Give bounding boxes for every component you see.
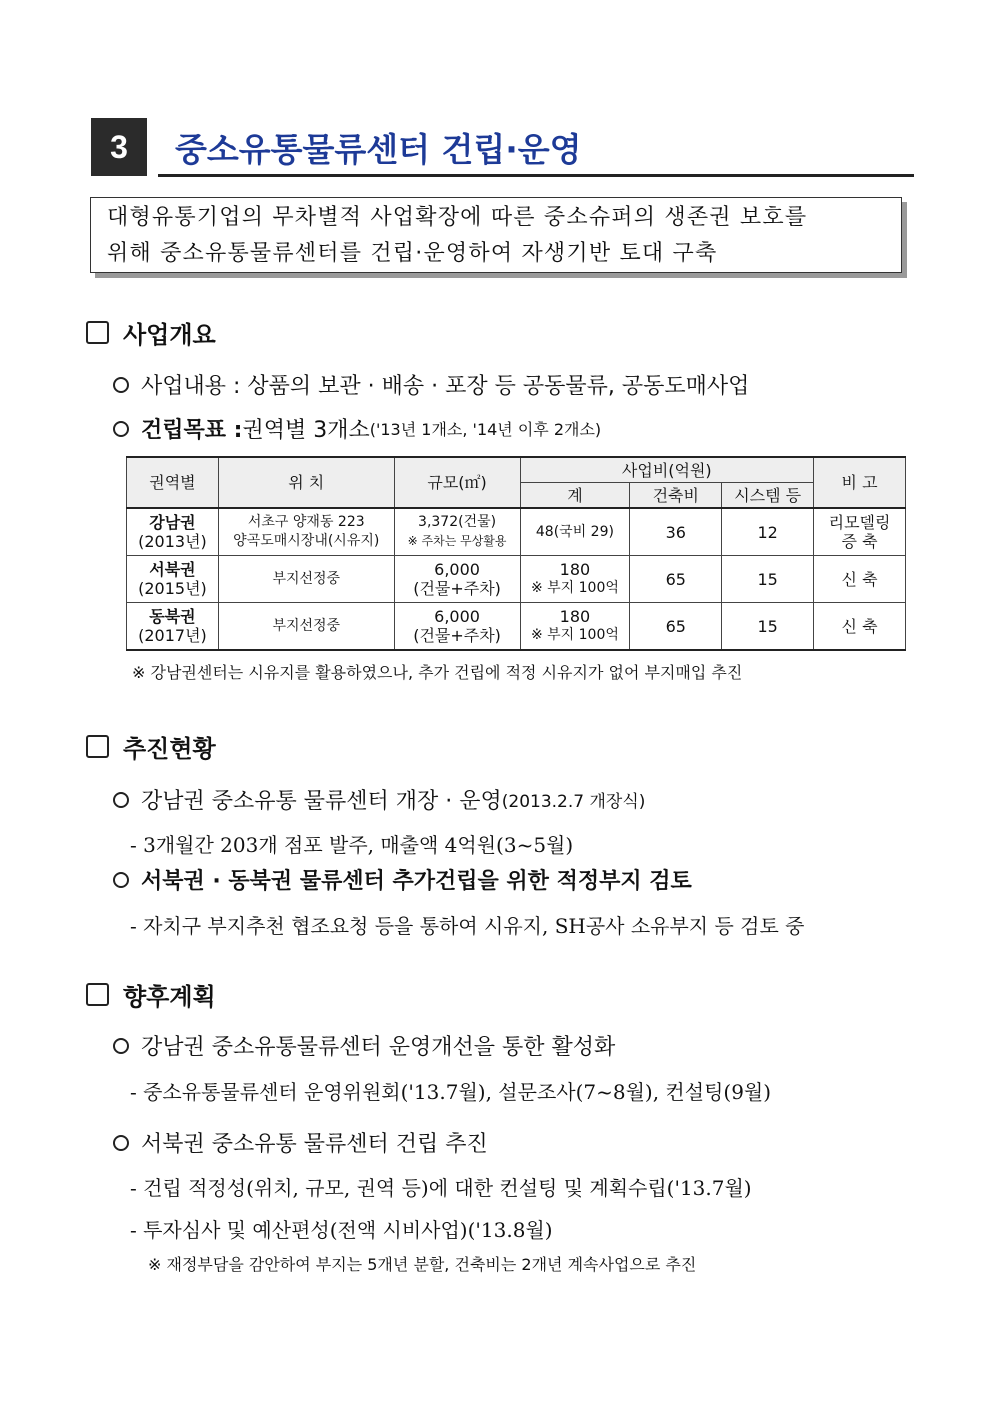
- cell-scale: 6,000: [434, 607, 480, 626]
- table-row: [127, 508, 906, 556]
- cell-total: 48(국비 29): [535, 523, 614, 540]
- header-total: 계: [520, 483, 630, 509]
- cell-total-note: ※ 부지 100억: [530, 580, 619, 596]
- cell-remark-sub: 증 축: [841, 532, 878, 551]
- cell-scale-note: (건물+주차): [413, 579, 501, 598]
- overview-item-target: [113, 413, 601, 444]
- summary-line-1: 대형유통기업의 무차별적 사업확장에 따른 중소슈퍼의 생존권 보호를: [107, 205, 808, 230]
- summary-line-2: 위해 중소유통물류센터를 건립·운영하여 자생기반 토대 구축: [107, 241, 718, 266]
- header-location: 위 치: [218, 457, 394, 508]
- cell-region: 서북권: [149, 560, 196, 579]
- section-overview-label: 사업개요: [123, 321, 216, 349]
- header-scale: 규모(㎡): [394, 457, 520, 508]
- header-remark: 비 고: [814, 457, 906, 508]
- header-region: 권역별: [127, 457, 219, 508]
- cell-region: 동북권: [149, 607, 196, 626]
- title-underline: [158, 174, 914, 177]
- circle-bullet-icon: [113, 377, 129, 393]
- table-row: [127, 603, 906, 651]
- page-title: 중소유통물류센터 건립·운영: [175, 130, 582, 169]
- overview-item-target-text: 권역별 3개소: [242, 418, 370, 443]
- cell-location: 서초구 양재동 223: [247, 514, 365, 530]
- cell-construction: 65: [630, 556, 722, 603]
- cell-region: 강남권: [149, 513, 196, 532]
- cell-total: 180: [559, 607, 591, 626]
- cell-construction: 65: [630, 603, 722, 651]
- circle-bullet-icon: [113, 1038, 129, 1054]
- status-item-gangnam-note: (2013.2.7 개장식): [501, 792, 646, 812]
- plan-item-gangnam: [113, 1030, 615, 1061]
- cell-region-year: (2013년): [138, 532, 207, 551]
- cell-system: 15: [722, 603, 814, 651]
- checkbox-square-icon: [86, 735, 109, 758]
- circle-bullet-icon: [113, 792, 129, 808]
- plan-item-seobuk-sub-1: - 건립 적정성(위치, 규모, 권역 등)에 대한 컨설팅 및 계획수립('13.7월): [130, 1176, 752, 1200]
- plan-footnote: ※ 재정부담을 감안하여 부지는 5개년 분할, 건축비는 2개년 계속사업으로 추진: [148, 1255, 697, 1274]
- cell-total-note: ※ 부지 100억: [530, 627, 619, 643]
- plan-item-gangnam-text: 강남권 중소유통물류센터 운영개선을 통한 활성화: [141, 1035, 616, 1060]
- cell-system: 12: [722, 508, 814, 556]
- cell-remark: 리모델링: [828, 513, 891, 532]
- section-status-label: 추진현황: [123, 735, 216, 763]
- cell-system: 15: [722, 556, 814, 603]
- plan-item-seobuk-sub-2: - 투자심사 및 예산편성(전액 시비사업)('13.8월): [130, 1218, 553, 1242]
- cell-location: 부지선정중: [218, 603, 394, 651]
- section-overview-heading: [86, 315, 216, 350]
- section-plan-label: 향후계획: [123, 983, 216, 1011]
- plan-item-gangnam-sub: - 중소유통물류센터 운영위원회('13.7월), 설문조사(7~8월), 컨설팅(9월): [130, 1080, 772, 1104]
- cell-scale-note: ※ 주차는 무상활용: [407, 534, 507, 548]
- section-plan-heading: [86, 977, 216, 1012]
- summary-box: [90, 197, 902, 273]
- cell-remark: 신 축: [814, 603, 906, 651]
- plan-item-seobuk-text: 서북권 중소유통 물류센터 건립 추진: [141, 1132, 488, 1157]
- cell-location: 부지선정중: [218, 556, 394, 603]
- checkbox-square-icon: [86, 321, 109, 344]
- status-item-additional-text: 서북권 · 동북권 물류센터 추가건립을 위한 적정부지 검토: [141, 869, 692, 894]
- cell-scale: 3,372(건물): [418, 514, 497, 530]
- status-item-additional-sub: - 자치구 부지추천 협조요청 등을 통하여 시유지, SH공사 소유부지 등 검토 중: [130, 914, 805, 938]
- cell-construction: 36: [630, 508, 722, 556]
- overview-item-target-note: ('13년 1개소, '14년 이후 2개소): [369, 420, 602, 439]
- section-number-badge: 3: [91, 118, 147, 176]
- circle-bullet-icon: [113, 872, 129, 888]
- cell-location-detail: 양곡도매시장내(시유지): [233, 533, 380, 549]
- header-system: 시스템 등: [722, 483, 814, 509]
- plan-item-seobuk: [113, 1127, 488, 1158]
- overview-item-content-text: 사업내용 : 상품의 보관 · 배송 · 포장 등 공동물류, 공동도매사업: [141, 374, 750, 399]
- overview-item-content: [113, 369, 749, 400]
- header-cost: 사업비(억원): [520, 457, 814, 483]
- circle-bullet-icon: [113, 1135, 129, 1151]
- circle-bullet-icon: [113, 421, 129, 437]
- cell-scale: 6,000: [434, 560, 480, 579]
- table-footnote: ※ 강남권센터는 시유지를 활용하였으나, 추가 건립에 적정 시유지가 없어 부지매입 추진: [132, 663, 743, 682]
- cell-region-year: (2015년): [138, 579, 207, 598]
- status-item-gangnam-text: 강남권 중소유통 물류센터 개장 · 운영: [141, 789, 502, 814]
- cell-scale-note: (건물+주차): [413, 626, 501, 645]
- section-status-heading: [86, 729, 216, 764]
- cell-remark: 신 축: [814, 556, 906, 603]
- cell-total: 180: [559, 560, 591, 579]
- overview-item-target-label: 건립목표 :: [141, 418, 243, 443]
- table-row: [127, 556, 906, 603]
- business-cost-table: [126, 456, 906, 651]
- cell-region-year: (2017년): [138, 626, 207, 645]
- status-item-gangnam-sub: - 3개월간 203개 점포 발주, 매출액 4억원(3~5월): [130, 833, 574, 857]
- header-construction: 건축비: [630, 483, 722, 509]
- checkbox-square-icon: [86, 983, 109, 1006]
- status-item-additional: [113, 864, 692, 895]
- status-item-gangnam: [113, 784, 645, 815]
